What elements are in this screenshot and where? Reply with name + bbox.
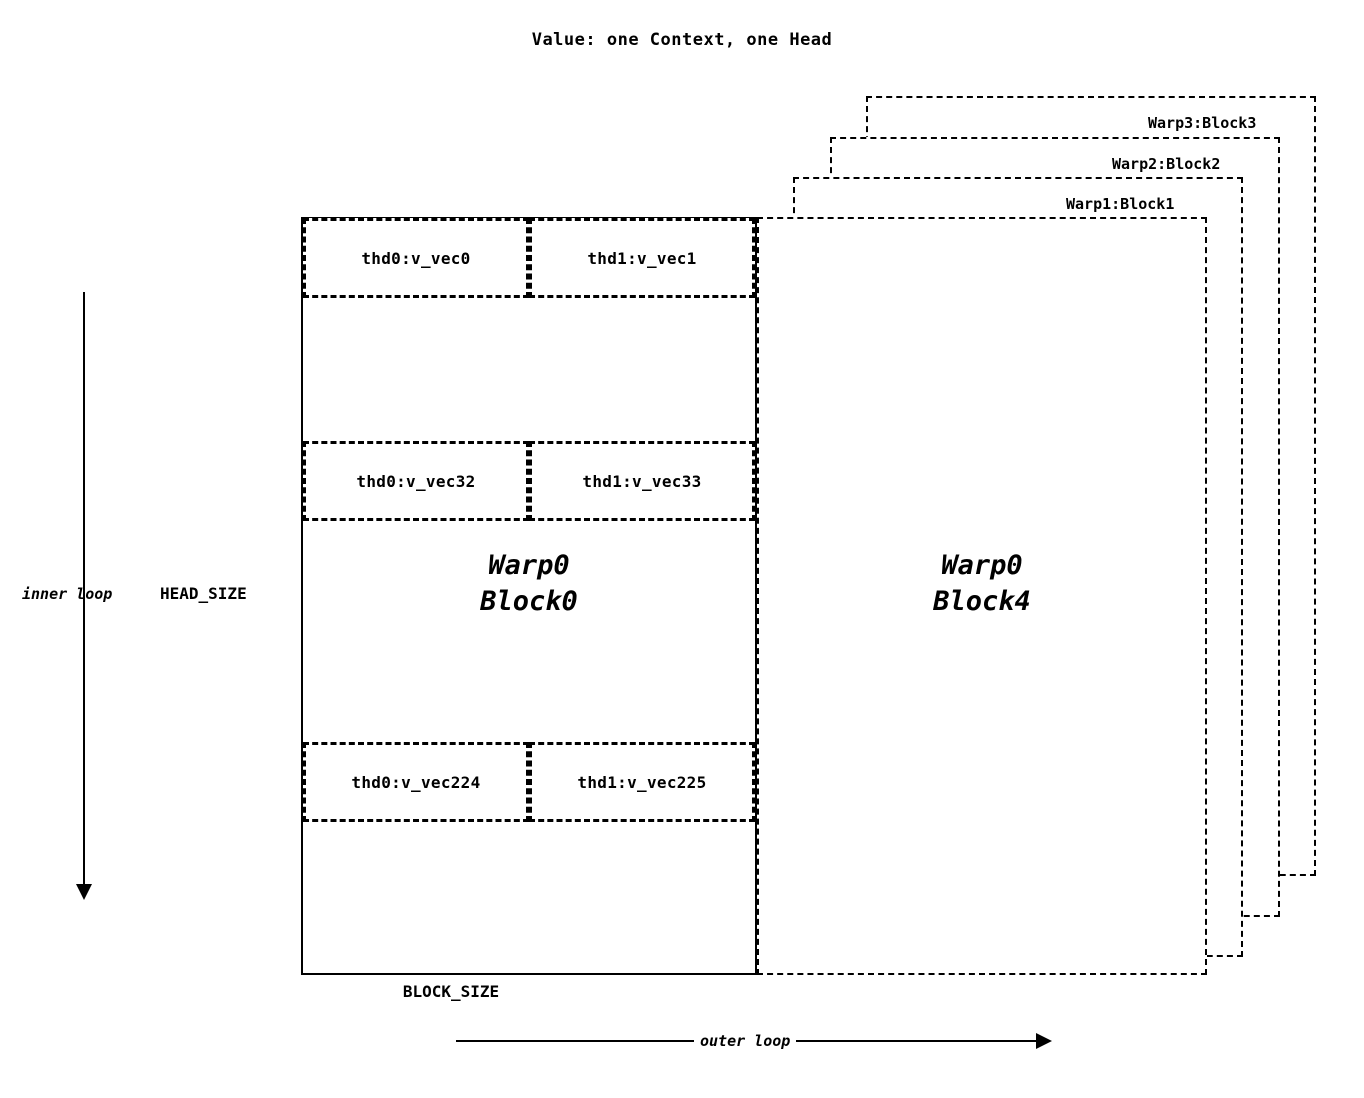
- thread-cell-row: [303, 441, 755, 521]
- outer-loop-label: outer loop: [694, 1032, 796, 1050]
- thread-cell: thd0:v_vec32: [303, 441, 529, 521]
- thread-cell: thd1:v_vec225: [529, 742, 755, 822]
- thread-cell: thd1:v_vec1: [529, 218, 755, 298]
- ghost-block-1-label: Warp1:Block1: [1066, 195, 1175, 213]
- block4-label-line1: Warp0: [941, 550, 1023, 581]
- ghost-block-2-label: Warp2:Block2: [1112, 155, 1221, 173]
- thread-cell-row: [303, 742, 755, 822]
- block-size-label: BLOCK_SIZE: [402, 982, 500, 1001]
- block0-label-line1: Warp0: [488, 550, 570, 581]
- thread-cell: thd0:v_vec0: [303, 218, 529, 298]
- inner-loop-arrow-icon: [76, 884, 92, 900]
- thread-cell: thd0:v_vec224: [303, 742, 529, 822]
- block4-label: [757, 548, 1207, 621]
- head-size-label: HEAD_SIZE: [160, 584, 247, 603]
- outer-loop-arrow-icon: [1036, 1033, 1052, 1049]
- block4-label-line2: Block4: [933, 586, 1031, 618]
- thread-cell-row: [303, 218, 755, 298]
- ghost-block-3-label: Warp3:Block3: [1148, 114, 1257, 132]
- inner-loop-label: inner loop: [22, 585, 113, 603]
- block0-label-line2: Block0: [480, 586, 578, 618]
- thread-cell: thd1:v_vec33: [529, 441, 755, 521]
- page-title: Value: one Context, one Head: [531, 30, 833, 50]
- block0-label: [301, 548, 757, 621]
